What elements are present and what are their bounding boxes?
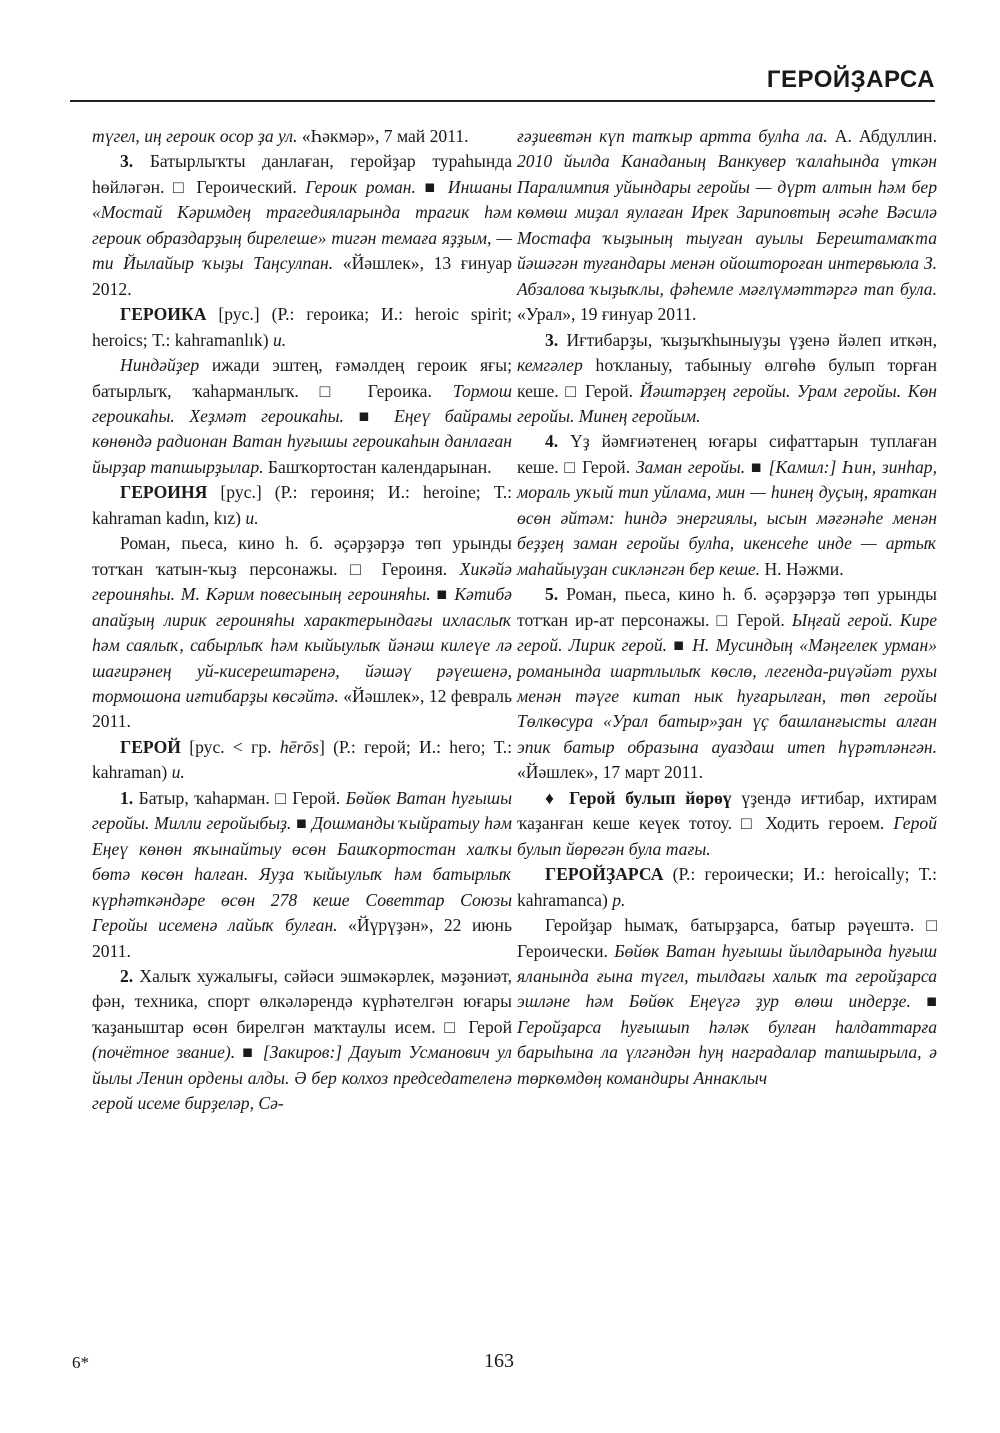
- entry-headword: ГЕРОИНЯ: [120, 482, 208, 503]
- text-run: Батырлыҡты данлаған, геройҙар тураһында һөйләгән. □ Героический.: [92, 151, 512, 197]
- italic-text: Дошманды ҡыйратыу һәм Еңеү көнөн яҡынайтыу өсөн Башҡортостан халҡы бөтә көсөн һалған. Яуҙа ҡыйыулыҡ һәм батырлыҡ күрһәткәндәре өсөн 278 кеше Советтар Союзы Геройы исеменә лайыҡ булған.: [92, 813, 512, 936]
- text-run: ижади эштең, ғәмәлдең героик яғы; батырлыҡ, ҡаһарманлыҡ. □ Героика.: [92, 355, 512, 401]
- text-run: ] (Р.: герой; И.: hero; Т.: kahraman): [92, 736, 513, 783]
- italic-text: Заман геройы.: [635, 456, 746, 477]
- text-run: «Йәшлек», 13 ғинуар 2012.: [92, 253, 512, 299]
- signature-mark: 6*: [72, 1353, 89, 1372]
- header-title: ГЕРОЙҘАРСА: [766, 66, 935, 93]
- italic-text: [Закиров:] Дауыт Усманович ул йылы Ленин ордены алды. Ә бер колхоз председателенә герой исеме бирҙеләр, Сә-: [92, 1042, 512, 1114]
- entry-headword: 4.: [545, 431, 559, 452]
- italic-text: Кәтибә апайҙың лирик героиняһы характерындағы ихласлыҡ һәм саялыҡ, сабырлыҡ һәм кыйыулыҡ йәнәш килеүе лә шағирәнең уй-кисерештәренә, йәшәү рәүешенә, тормошона иғтибарҙы көсәйтә.: [92, 584, 512, 706]
- text-run: ■: [430, 584, 455, 605]
- dictionary-paragraph: [92, 480, 512, 531]
- text-run: Н. Нәжми.: [760, 558, 844, 579]
- dictionary-paragraph: [92, 531, 512, 735]
- dictionary-paragraph: [92, 124, 512, 149]
- italic-text: кемгәлер: [517, 355, 583, 376]
- dictionary-paragraph: [92, 786, 512, 964]
- entry-headword: 5.: [545, 584, 559, 605]
- dictionary-paragraph: [92, 149, 512, 302]
- entry-headword: ГЕРОИКА: [120, 304, 207, 325]
- text-run: Геройҙар һымаҡ, батырҙарса, батыр рәүештә. □ Героически.: [517, 915, 937, 961]
- dictionary-paragraph: [517, 328, 937, 430]
- dictionary-paragraph: [517, 786, 937, 862]
- entry-headword: 2.: [120, 965, 134, 986]
- text-run: «Йәшлек», 12 февраль 2011.: [92, 685, 513, 732]
- text-run: ■: [291, 813, 312, 834]
- italic-text: Ниндәйҙер: [120, 355, 200, 376]
- text-run: Роман, пьеса, кино һ. б. әҫәрҙәрҙә төп урынды тотҡан ҡатын-ҡыҙ персонажы. □ Героиня.: [92, 533, 512, 579]
- entry-headword: 1.: [120, 787, 134, 808]
- text-run: Иғтибарҙы, ҡыҙыҡһыныуҙы үҙенә йәлеп иткән,: [558, 329, 937, 350]
- left-column: [92, 124, 512, 1117]
- text-run: Башҡортостан календарынан.: [263, 456, 492, 477]
- dictionary-paragraph: [92, 964, 512, 1117]
- italic-text: Герой булып йөрөгән була тағы.: [517, 813, 937, 859]
- italic-text: Еңеү байрамы көнөндә радионан Ватан һуғышы героикаһын данлаған йырҙар тапшырҙылар.: [92, 405, 512, 477]
- entry-headword: 3.: [120, 151, 134, 172]
- text-run: ■: [235, 1042, 263, 1063]
- entry-headword: ♦ Герой булып йөрөү: [545, 787, 732, 808]
- italic-text: [Камил:] Һин, зинһар, мораль уҡый тип уйлама, мин — һинең дуҫың, яраткан өсөн әйтәм: һиндә энергиялы, ысын мәғәнәһе менән беҙҙең заман геройы булһа, икенсеһе инде — артыҡ маһайыуҙан сикләнгән бер кеше.: [517, 456, 937, 579]
- italic-text: и.: [245, 507, 259, 528]
- dictionary-paragraph: [517, 124, 937, 328]
- italic-text: Иншаны «Мостай Кәримдең трагедияларында трагик һәм героик образдарҙың бирелеше» тигән темаға яҙҙым, — ти Йылайыр ҡыҙы Таңсулпан.: [92, 176, 513, 274]
- italic-text: и.: [171, 762, 185, 783]
- text-run: «Йәшлек», 17 март 2011.: [517, 762, 703, 783]
- dictionary-paragraph: [517, 913, 937, 1091]
- text-run: ■: [910, 991, 937, 1012]
- italic-text: (почётное звание).: [92, 1042, 236, 1063]
- text-run: ■: [415, 176, 448, 197]
- text-run: [рус.] (Р.: героиня; И.: heroine; Т.: kahraman kadın, kız): [92, 482, 512, 528]
- text-run: [рус.] (Р.: героика; И.: heroic spirit; heroics; Т.: kahramanlık): [92, 304, 512, 350]
- entry-headword: 3.: [545, 329, 559, 350]
- italic-text: Героик роман.: [305, 176, 416, 197]
- italic-text: и.: [272, 329, 287, 350]
- italic-text: Йәштәрҙең геройы. Урам геройы. Көн геройы. Минең геройым.: [517, 380, 937, 426]
- text-run: ■: [745, 456, 769, 477]
- text-run: (Р.: героически; И.: heroically; Т.: kahramanca): [517, 864, 937, 910]
- dictionary-paragraph: [517, 862, 937, 913]
- entry-headword: ГЕРОЙҘАРСА: [545, 864, 664, 885]
- italic-text: Ыңғай герой. Кире герой. Лирик герой.: [517, 609, 938, 656]
- dictionary-paragraph: [92, 735, 512, 786]
- text-run: Роман, пьеса, кино һ. б. әҫәрҙәрҙә төп урынды тотҡан ир-ат персонажы. □ Герой.: [517, 584, 937, 630]
- italic-text: р.: [612, 889, 626, 910]
- text-run: үҙендә иғтибар, ихтирам ҡаҙанған кеше кеүек тотоу. □ Ходить героем.: [517, 787, 937, 834]
- text-run: «Йүрүҙән», 22 июнь 2011.: [92, 915, 512, 961]
- running-header: [70, 62, 935, 102]
- right-column: [517, 124, 937, 1091]
- text-run: «Һәкмәр», 7 май 2011.: [297, 126, 469, 146]
- italic-text: Бөйөк Ватан һуғышы йылдарында һуғыш яланында ғына түгел, тылдағы халыҡ та геройҙарса эшләне һәм Бөйөк Еңеүгә ҙур өлөш индерҙе.: [517, 940, 937, 1012]
- text-run: [рус. < гр.: [180, 736, 280, 757]
- dictionary-paragraph: [92, 353, 512, 480]
- dictionary-paragraph: [517, 429, 937, 582]
- dictionary-paragraph: [517, 582, 937, 786]
- text-run: Батыр, ҡаһарман. □ Герой.: [133, 787, 346, 808]
- italic-text: hērōs: [279, 736, 319, 757]
- text-run: Үҙ йәмғиәтенең юғары сифаттарын туплаған кеше. □ Герой.: [517, 431, 937, 477]
- text-run: һоҡланыу, табыныу өлгөһө булып торған кеше. □ Герой.: [517, 355, 937, 401]
- italic-text: Н. Мусиндың «Мәңгелек урман» романында шартлылыҡ көслө, легенда-риүәйәт рухы менән тәүге китап нык һуғарылған, төп геройы Төлкөсура «Урал батыр»ҙан үҫ башланғысты алған эпик батыр образына ауаздаш итеп һүрәтләнгән.: [517, 635, 937, 757]
- italic-text: түгел, иң героик осор ҙа ул.: [92, 126, 298, 146]
- dictionary-paragraph: [92, 302, 512, 353]
- entry-headword: ГЕРОЙ: [120, 736, 181, 757]
- italic-text: Тормош героикаһы. Хеҙмәт героикаһы.: [92, 380, 512, 426]
- italic-text: Хикәйә героиняһы. М. Кәрим повесының героиняһы.: [92, 558, 512, 605]
- text-run: ■: [343, 405, 395, 426]
- text-run: Халыҡ хужалығы, сәйәси эшмәкәрлек, мәҙәниәт, фән, техника, спорт өлкәләрендә күрһәтелгән юғары ҡаҙаныштар өсөн бирелгән маҡтаулы исем. □ Герой: [92, 965, 512, 1037]
- page-number: 163: [484, 1350, 514, 1372]
- text-run: А. Абдуллин.: [827, 126, 937, 146]
- italic-text: 2010 йылда Канаданың Ванкувер ҡалаһында үткән Паралимпия уйындары геройы — дүрт алтын һәм бер көмөш миҙал яулаған Ирек Зариповтың әсәһе Вәсилә Мостафа ҡыҙының тыуған ауылы Берештамаҡта йәшәгән туғандары менән ойоштороған интервьюла З. Абзалова ҡыҙыҡлы, фәһемле мәғлүмәттәргә тап була.: [517, 151, 937, 299]
- italic-text: Геройҙарса һуғышып һәләк булған һалдаттарға барыһына ла үлгәндән һуң наградалар тапшырыла, ә төркөмдөң командиры Аннаклыч: [517, 1016, 937, 1088]
- italic-text: ғәҙиевтән күп тапҡыр артта булһа ла.: [517, 126, 828, 146]
- text-run: ■: [667, 635, 693, 656]
- text-run: «Урал», 19 ғинуар 2011.: [517, 304, 697, 325]
- italic-text: Бөйөк Ватан һуғышы геройы. Милли геройыбыҙ.: [92, 787, 512, 834]
